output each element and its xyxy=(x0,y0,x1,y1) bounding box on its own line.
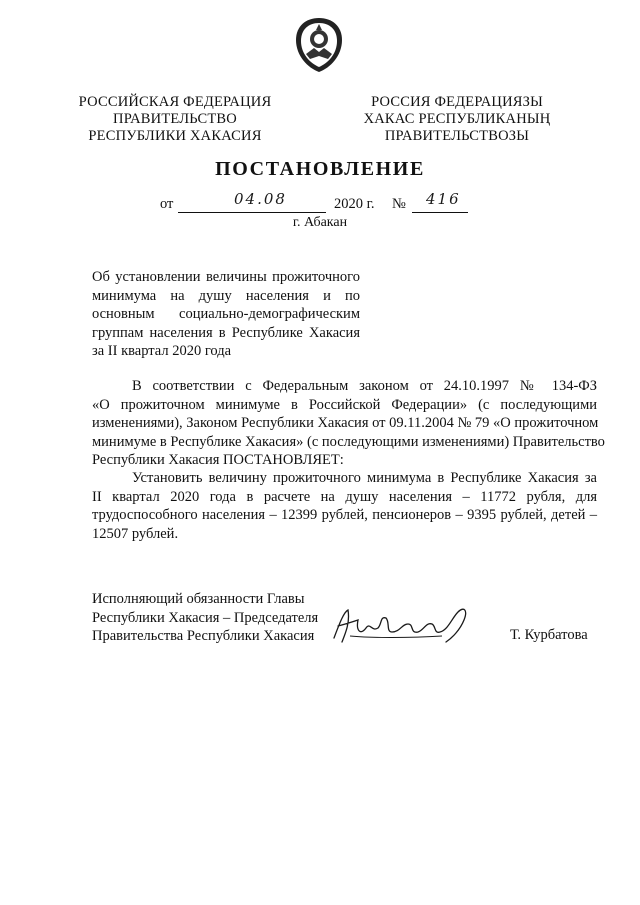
signer-position-line: Республики Хакасия – Председателя xyxy=(92,609,319,626)
decree-line: Установить величину прожиточного минимума в Республике Хакасия за xyxy=(132,470,597,486)
header-right-line: ХАКАС РЕСПУБЛИКАНЫҢ xyxy=(363,111,551,127)
decree-line: трудоспособного населения – 12399 рублей, пенсионеров – 9395 рублей, детей – xyxy=(92,507,597,523)
decree-line: II квартал 2020 года в расчете на душу населения – 11772 рубля, для xyxy=(92,488,597,505)
decree-line: 12507 рублей. xyxy=(92,525,179,542)
subject-line: минимума на душу населения и по xyxy=(92,287,360,304)
subject-block xyxy=(92,268,360,361)
preamble-line: Республики Хакасия ПОСТАНОВЛЯЕТ: xyxy=(92,452,344,468)
header-right xyxy=(352,94,562,145)
year-label: 2020 г. xyxy=(334,196,375,212)
preamble-line: минимуме в Республике Хакасия» (с последующими изменениями) Правительство xyxy=(92,433,605,450)
signer-position-line: Исполняющий обязанности Главы xyxy=(92,591,305,607)
subject-line: Об установлении величины прожиточного xyxy=(92,269,360,285)
number-label: № xyxy=(392,196,406,212)
header-left xyxy=(70,94,280,145)
signer-name: Т. Курбатова xyxy=(510,627,588,643)
subject-line: основным социально-демографическим xyxy=(92,306,360,322)
signature-block xyxy=(92,590,318,646)
header-left-line: РОССИЙСКАЯ ФЕДЕРАЦИЯ xyxy=(78,94,272,110)
date-handwritten: 04.08 xyxy=(234,190,287,208)
preamble-line: изменениями), Законом Республики Хакасия от 09.11.2004 № 79 «О прожиточном xyxy=(92,415,599,431)
subject-line: группам населения в Республике Хакасия xyxy=(92,324,360,341)
coat-of-arms-icon xyxy=(292,16,346,74)
header-right-line: ПРАВИТЕЛЬСТВОЗЫ xyxy=(384,128,530,144)
decree-paragraph xyxy=(92,469,597,543)
city: г. Абакан xyxy=(292,215,348,230)
handwritten-signature xyxy=(330,602,480,646)
signer-position-line: Правительства Республики Хакасия xyxy=(92,628,315,644)
number-handwritten: 416 xyxy=(426,190,461,208)
subject-line: за II квартал 2020 года xyxy=(92,343,232,359)
preamble-line: В соответствии с Федеральным законом от 24.10.1997 № 134-ФЗ xyxy=(132,378,597,394)
document-title: ПОСТАНОВЛЕНИЕ xyxy=(215,158,425,180)
from-label: от xyxy=(160,196,174,212)
header-right-line: РОССИЯ ФЕДЕРАЦИЯЗЫ xyxy=(371,94,543,110)
preamble-line: «О прожиточном минимуме в Российской Федерации» (с последующими xyxy=(92,396,597,413)
header-left-line: РЕСПУБЛИКИ ХАКАСИЯ xyxy=(88,128,262,144)
header-left-line: ПРАВИТЕЛЬСТВО xyxy=(113,111,237,127)
preamble-paragraph xyxy=(92,377,605,470)
